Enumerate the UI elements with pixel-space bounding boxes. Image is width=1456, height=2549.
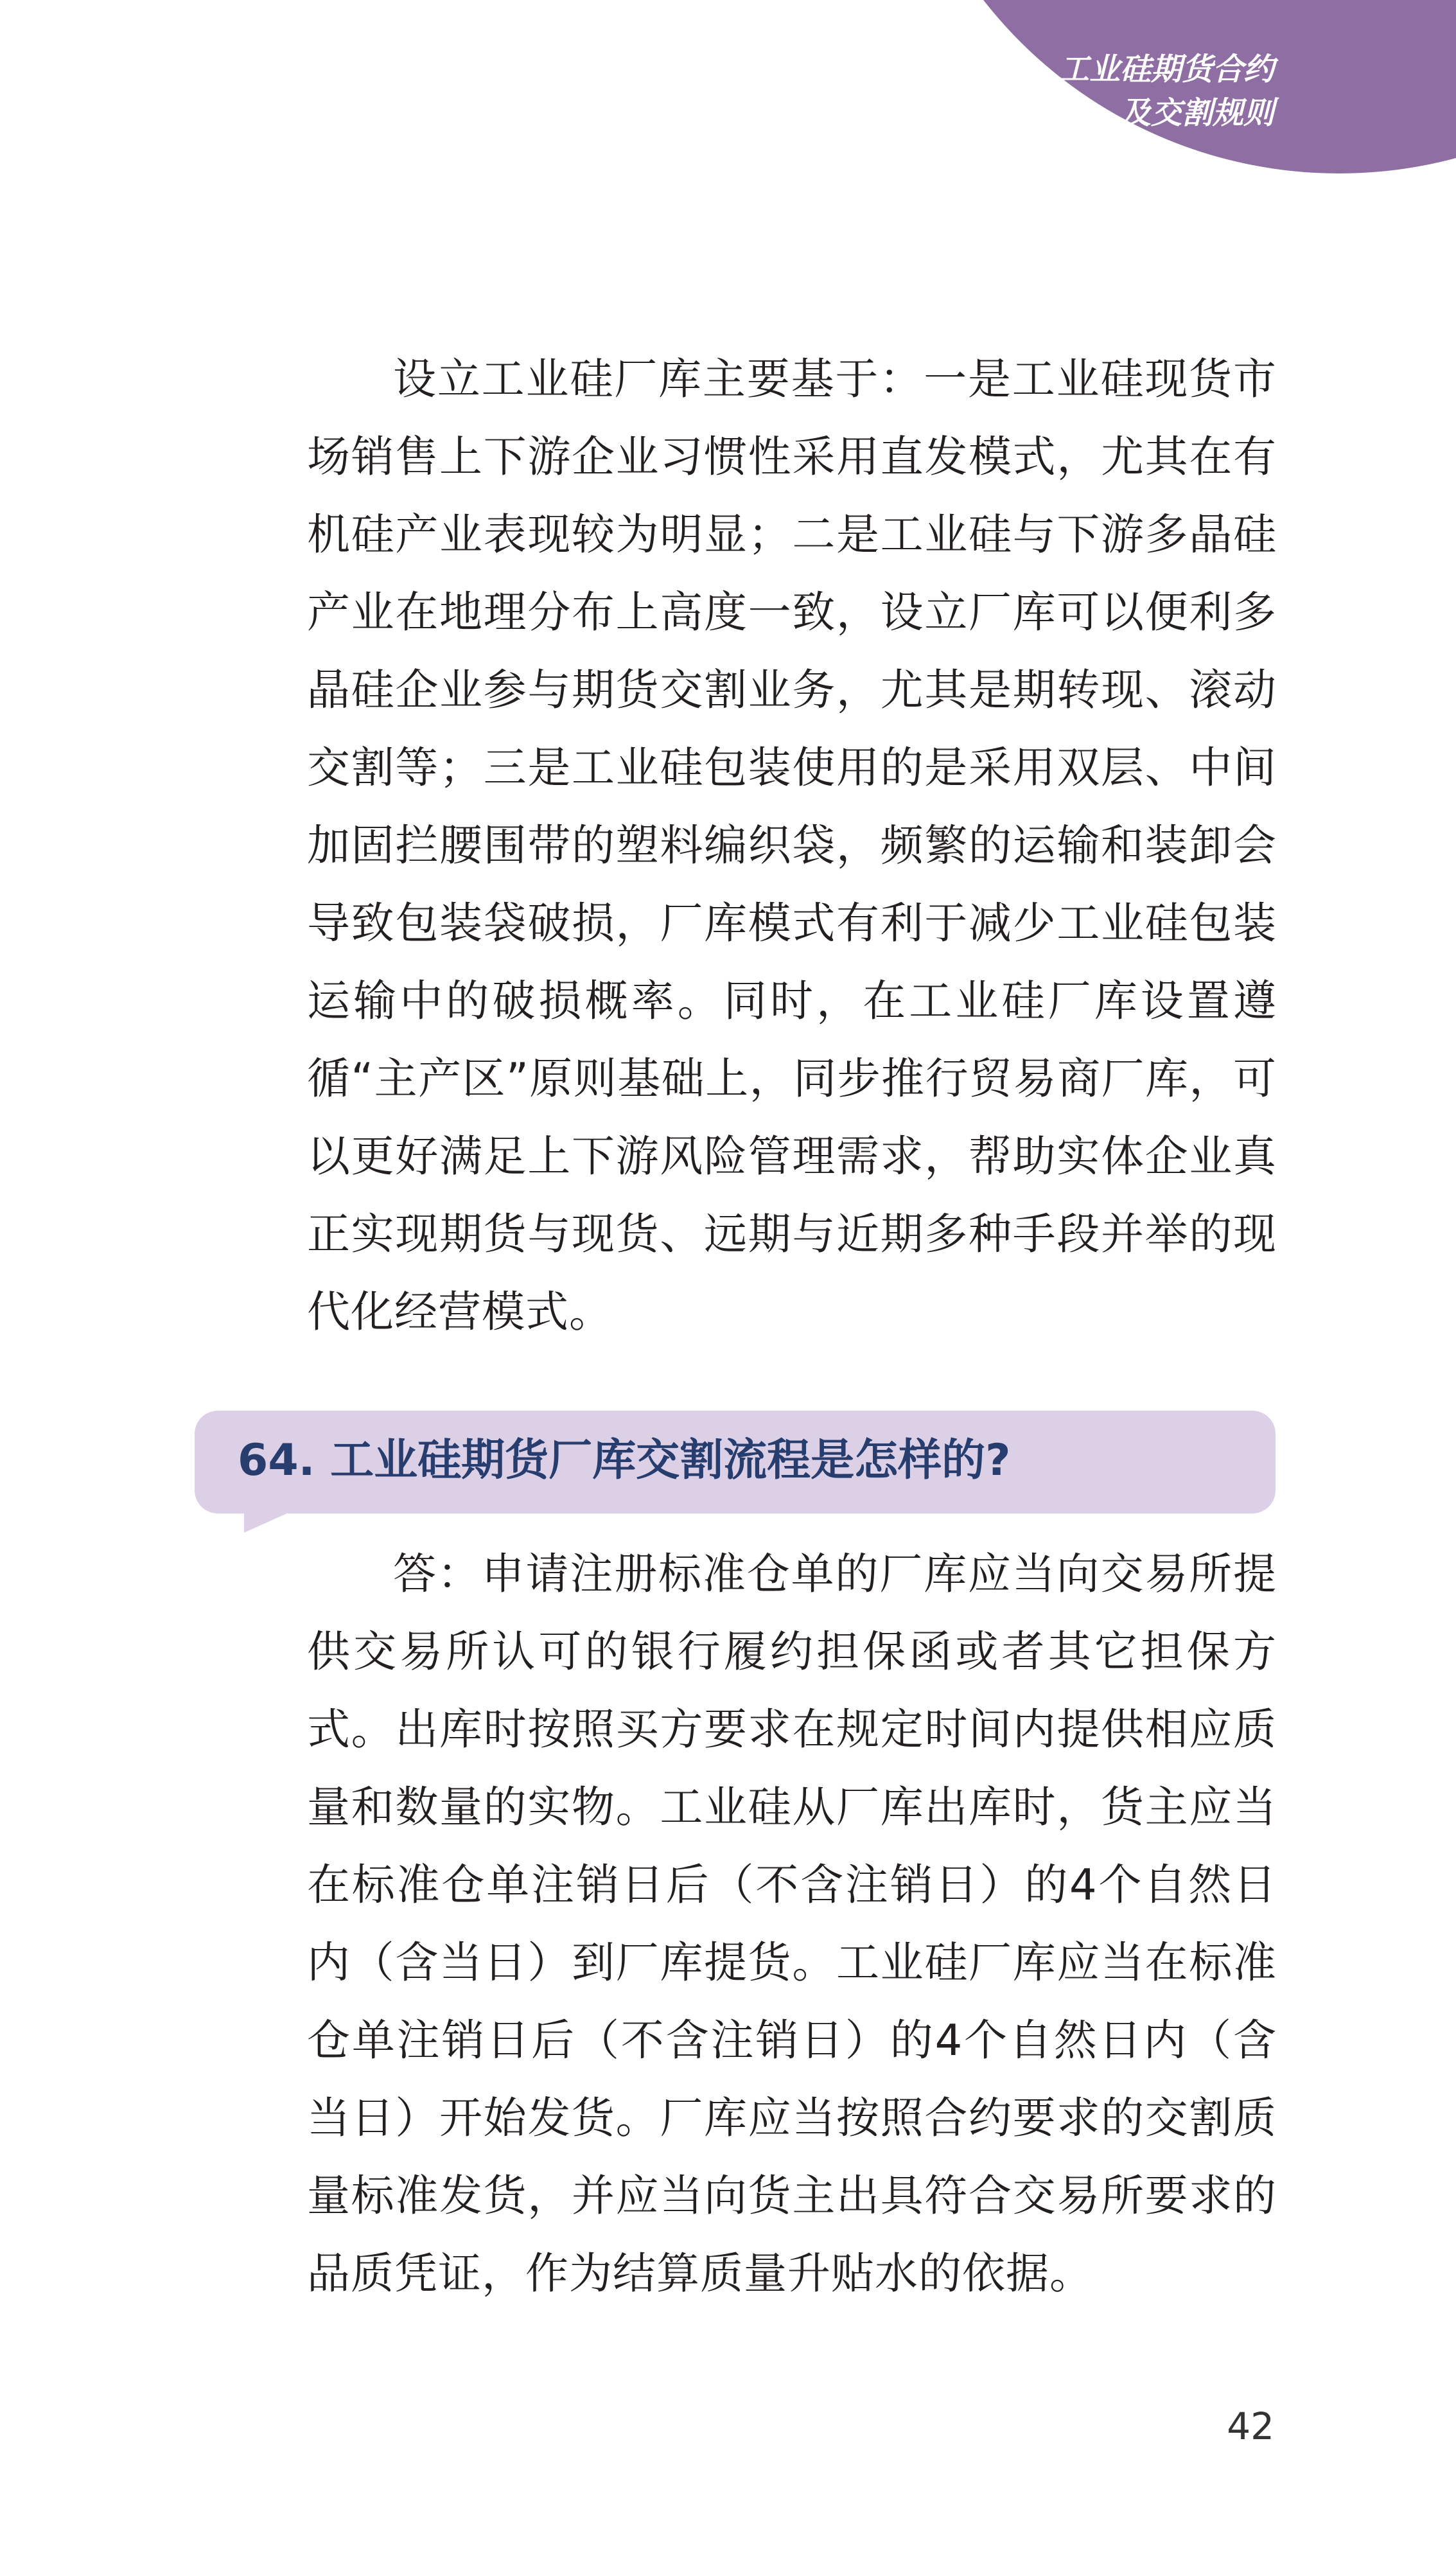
answer-paragraph: 答：申请注册标准仓单的厂库应当向交易所提供交易所认可的银行履约担保函或者其它担保方式。出库时按照买方要求在规定时间内提供相应质量和数量的实物。工业硅从厂库出库时，货主应当在标准仓单注销日后（不含注销日）的4个自然日内（含当日）到厂库提货。工业硅厂库应当在标准仓单注销日后（不含注销日）的4个自然日内（含当日）开始发货。厂库应当按照合约要求的交割质量标准发货，并应当向货主出具符合交易所要求的品质凭证，作为结算质量升贴水的依据。 — [307, 1549, 1277, 2298]
header-title-line2: 及交割规则 — [1119, 95, 1274, 131]
callout-tail — [244, 1510, 295, 1533]
page-number: 42 — [1227, 2404, 1274, 2448]
question-heading: 64. 工业硅期货厂库交割流程是怎样的? — [238, 1435, 1011, 1486]
header-title-line1: 工业硅期货合约 — [1058, 51, 1274, 87]
header-title — [1058, 48, 1274, 135]
body-paragraph: 设立工业硅厂库主要基于：一是工业硅现货市场销售上下游企业习惯性采用直发模式，尤其在有机硅产业表现较为明显；二是工业硅与下游多晶硅产业在地理分布上高度一致，设立厂库可以便利多晶硅企业参与期货交割业务，尤其是期转现、滚动交割等；三是工业硅包装使用的是采用双层、中间加固拦腰围带的塑料编织袋，频繁的运输和装卸会导致包装袋破损，厂库模式有利于减少工业硅包装运输中的破损概率。同时，在工业硅厂库设置遵循“主产区”原则基础上，同步推行贸易商厂库，可以更好满足上下游风险管理需求，帮助实体企业真正实现期货与现货、远期与近期多种手段并举的现代化经营模式。 — [307, 354, 1277, 1337]
